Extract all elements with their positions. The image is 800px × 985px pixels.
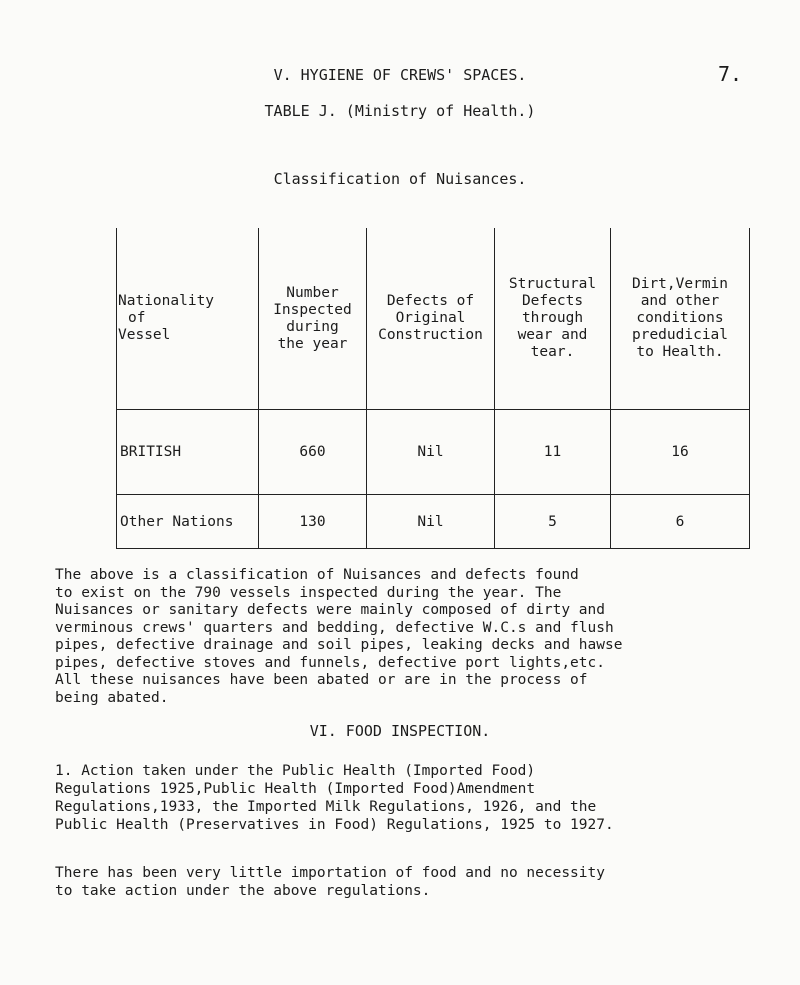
cell-original-construction: Nil <box>367 410 495 495</box>
table-row <box>117 495 750 549</box>
cell-nationality: BRITISH <box>117 410 259 495</box>
cell-structural-defects: 5 <box>495 495 611 549</box>
section-vi-title: VI. FOOD INSPECTION. <box>309 722 491 740</box>
importation-note-paragraph: There has been very little importation of food and no necessity to take action under the above regulations. <box>55 865 605 899</box>
cell-dirt-vermin: 16 <box>611 410 750 495</box>
header-structural-defects: Structural Defects through wear and tear. <box>495 228 611 410</box>
section-title: V. HYGIENE OF CREWS' SPACES. <box>273 66 527 84</box>
table-title: TABLE J. (Ministry of Health.) <box>264 102 536 120</box>
header-defects-original-construction: Defects of Original Construction <box>367 228 495 410</box>
header-dirt-vermin: Dirt,Vermin and other conditions predudicial to Health. <box>611 228 750 410</box>
nuisances-table <box>116 228 750 549</box>
cell-structural-defects: 11 <box>495 410 611 495</box>
classification-title: Classification of Nuisances. <box>273 170 527 188</box>
cell-number-inspected: 660 <box>259 410 367 495</box>
action-taken-paragraph: 1. Action taken under the Public Health (Imported Food) Regulations 1925,Public Health (Imported Food)Amendment Regulations,1933, the Imported Milk Regulations, 1926, and the Public Health (Preservatives in Food) Regulations, 1925 to 1927. <box>55 763 614 833</box>
table-row <box>117 410 750 495</box>
table-header-row <box>117 228 750 410</box>
cell-original-construction: Nil <box>367 495 495 549</box>
cell-dirt-vermin: 6 <box>611 495 750 549</box>
header-nationality: Nationality of Vessel <box>117 228 259 410</box>
page-number: 7. <box>718 62 743 86</box>
classification-paragraph: The above is a classification of Nuisances and defects found to exist on the 790 vessels inspected during the year. The Nuisances or sanitary defects were mainly composed of dirty and verminous crews' quarters and bedding, defective W.C.s and flush pipes, defective drainage and soil pipes, leaking decks and hawse pipes, defective stoves and funnels, defective port lights,etc. All these nuisances have been abated or are in the process of being abated. <box>55 567 623 706</box>
cell-number-inspected: 130 <box>259 495 367 549</box>
cell-nationality: Other Nations <box>117 495 259 549</box>
header-number-inspected: Number Inspected during the year <box>259 228 367 410</box>
